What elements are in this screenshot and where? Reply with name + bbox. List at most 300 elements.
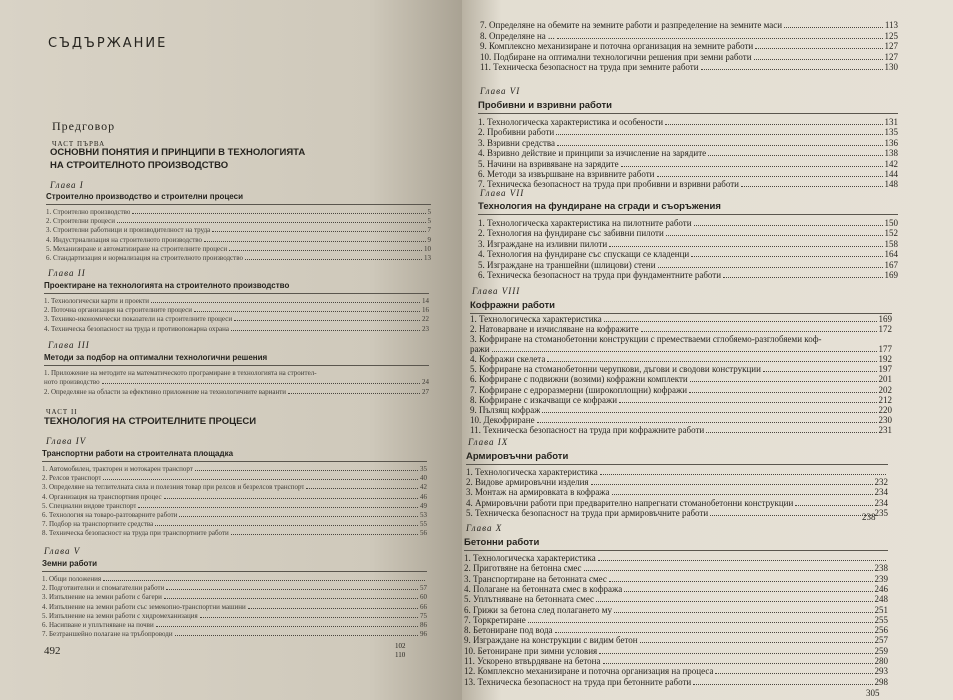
toc-entry: [478, 179, 898, 189]
extra-page-2: 110: [395, 651, 406, 659]
toc-entry-page: 136: [884, 137, 898, 148]
toc-entry-title: 8. Бетониране под вода: [464, 625, 553, 636]
toc-entry: [464, 677, 888, 687]
chapter3-rule: [44, 365, 429, 366]
toc-entry-title: 10. Подбиране на оптимални технологични решения при земни работи: [480, 51, 752, 62]
toc-entry-page: 256: [874, 625, 888, 636]
toc-entry-title: 13. Техническа безопасност на труда при бетонните работи: [464, 676, 692, 687]
toc-entry-leader: [621, 166, 883, 167]
toc-entry-page: 23: [422, 324, 429, 333]
toc-entry-page: 202: [878, 384, 892, 395]
toc-entry-leader: [603, 663, 873, 664]
chapter10-label: Глава X: [466, 523, 503, 533]
toc-entry: [44, 297, 429, 305]
chapter4-title: Транспортни работи на строителната площадка: [42, 449, 234, 458]
toc-entry-page: 152: [884, 228, 898, 239]
toc-entry-page: 230: [878, 415, 892, 426]
toc-entry-title: 9. Изграждане на конструкции с видим бетон: [464, 635, 638, 646]
toc-entry-leader: [665, 124, 882, 125]
toc-entry-title: 10. Декофриране: [470, 415, 535, 426]
toc-entry-leader: [306, 488, 418, 489]
toc-entry-page: 75: [420, 611, 427, 620]
toc-entry: [466, 508, 888, 518]
toc-entry-leader: [164, 598, 418, 599]
toc-entry-title: 3. Строителни работници и производителност на труда: [46, 226, 211, 235]
toc-entry-leader: [200, 617, 418, 618]
toc-entry-page: 158: [884, 238, 898, 249]
toc-entry-title: 4. Полагане на бетонната смес в кофража: [464, 583, 623, 594]
toc-entry-title: 5. Кофриране на стоманобетонни черупкови, дъгови и сводови конструкции: [470, 364, 761, 375]
toc-entry: [42, 520, 427, 528]
toc-entry-title: 4. Технология на фундиране със спускащи се кладенци: [478, 249, 690, 260]
toc-entry-page: 40: [420, 474, 427, 483]
toc-entry-title: 4. Взривно действие и принципи за изчисление на зарядите: [478, 148, 707, 159]
toc-entry: [478, 239, 898, 249]
toc-entry-leader: [690, 381, 877, 382]
toc-entry-leader: [528, 622, 873, 623]
toc-entry-page: 232: [874, 477, 888, 488]
left-page: [0, 0, 462, 700]
toc-entry: [478, 260, 898, 270]
toc-entry: [478, 148, 898, 158]
toc-entry: [464, 666, 888, 676]
toc-entry: [470, 415, 892, 425]
toc-entry: [42, 584, 427, 592]
toc-entry: [42, 474, 427, 482]
toc-entry-page: 220: [878, 405, 892, 415]
toc-entry-leader: [155, 525, 418, 526]
toc-entry-leader: [166, 589, 418, 590]
toc-entry-leader: [609, 581, 873, 582]
toc-entry-leader: [556, 134, 882, 135]
chapter2-title: Проектиране на технологията на строителното производство: [44, 281, 290, 290]
toc-entry-leader: [557, 145, 882, 146]
toc-entry-leader: [175, 635, 418, 636]
toc-entry: [42, 465, 427, 473]
toc-entry-title: 4. Армировъчни работи при предварително напрегнати стоманобетонни конструкции: [466, 497, 794, 508]
toc-entry-title: 6. Кофриране с подвижни (возими) кофражни комплекти: [470, 374, 688, 385]
toc-entry-leader: [599, 653, 872, 654]
toc-entry-page: 172: [878, 324, 892, 335]
toc-entry-page: 138: [884, 148, 898, 159]
toc-entry-title: 8. Техническа безопасност на труда при транспортните работи: [42, 529, 229, 538]
chapter3-item1-line1: 1. Приложение на методите на математическото програмиране в технологията на строител-: [44, 369, 317, 377]
toc-entry: [464, 594, 888, 604]
toc-entry-page: 239: [874, 573, 888, 584]
toc-entry: [42, 483, 427, 491]
toc-entry-title: 3. Изпълнение на земни работи с багери: [42, 593, 162, 602]
toc-entry-leader: [600, 474, 886, 475]
chapter4-label: Глава IV: [46, 436, 87, 446]
toc-entry-leader: [212, 231, 425, 232]
toc-entry: [46, 217, 431, 225]
toc-entry: [464, 553, 888, 563]
preface-label: Предговор: [52, 119, 116, 133]
toc-entry-title: 1. Технологическа характеристика: [464, 553, 596, 563]
toc-entry-leader: [234, 320, 420, 321]
toc-entry: [42, 630, 427, 638]
toc-entry-leader: [612, 494, 873, 495]
toc-entry-page: 298: [874, 676, 888, 687]
toc-entry-page: 9: [427, 235, 431, 244]
toc-entry-title: 3. Определяне на теглителната сила и полезния товар при релсов и безрелсов транспорт: [42, 483, 305, 492]
toc-entry-leader: [138, 507, 418, 508]
toc-entry-page: 127: [884, 51, 898, 62]
toc-entry-title: 4. Изпълнение на земни работи със земекопно-транспортни машини: [42, 602, 246, 611]
toc-entry: [44, 315, 429, 323]
toc-entry-leader: [640, 642, 873, 643]
toc-entry-title: 2. Подготвителни и спомагателни работи: [42, 584, 165, 593]
toc-entry-title: 6. Методи за извършване на взривните работи: [478, 169, 655, 179]
toc-entry-page: 125: [884, 30, 898, 41]
chapter7-title: Технология на фундиране на сгради и съоръжения: [478, 201, 721, 212]
toc-entry-page: 113: [884, 20, 898, 30]
chapter10-title: Бетонни работи: [464, 537, 540, 548]
toc-entry-leader: [555, 632, 873, 633]
toc-entry-page: 251: [874, 604, 888, 615]
toc-entry-leader: [604, 321, 877, 322]
chapter8-item3-line2: ражи 177: [470, 344, 892, 354]
toc-entry-leader: [103, 580, 425, 581]
toc-entry-page: 16: [422, 306, 429, 315]
toc-entry: [478, 159, 898, 169]
chapter2-label: Глава II: [48, 268, 86, 278]
toc-entry-page: 86: [420, 621, 427, 629]
toc-entry-leader: [694, 225, 883, 226]
toc-entry-title: 2. Технология на фундиране със забивни пилоти: [478, 228, 664, 239]
toc-entry-page: 5: [427, 208, 431, 216]
toc-entry: [464, 584, 888, 594]
toc-entry-leader: [103, 479, 418, 480]
toc-entry: [46, 236, 431, 244]
chapter1-title: Строително производство и строителни процеси: [46, 192, 243, 201]
extra-page-1: 102: [395, 642, 406, 650]
toc-entry-page: 169: [878, 314, 892, 324]
part1-title-line1: ОСНОВНИ ПОНЯТИЯ И ПРИНЦИПИ В ТЕХНОЛОГИЯТА: [50, 147, 306, 158]
toc-entry: [42, 502, 427, 510]
toc-entry-page: 142: [884, 158, 898, 169]
toc-entry-leader: [715, 673, 872, 674]
toc-entry-title: 1. Технологическа характеристика и особености: [478, 117, 664, 127]
toc-entry: [42, 511, 427, 519]
toc-entry: [464, 563, 888, 573]
toc-entry-title: 6. Насипване и уплътняване на почви: [42, 621, 154, 629]
toc-entry: [42, 603, 427, 611]
toc-entry-title: 11. Техническа безопасност на труда при кофражните работи: [470, 425, 705, 436]
toc-entry-leader: [763, 371, 877, 372]
toc-entry-title: 2. Строителни процеси: [46, 217, 115, 226]
toc-entry-leader: [231, 534, 418, 535]
toc-entry-leader: [117, 222, 426, 223]
toc-entry-title: 7. Торкретиране: [464, 614, 526, 625]
toc-entry-leader: [689, 392, 876, 393]
toc-entry-page: 238: [874, 563, 888, 574]
toc-entry-title: 5. Специални видове транспорт: [42, 501, 137, 510]
toc-entry-page: 246: [874, 583, 888, 594]
toc-entry-page: 55: [420, 520, 427, 529]
toc-entry-leader: [245, 259, 422, 260]
toc-entry-title: 9. Комплексно механизиране и поточна организация на земните работи: [480, 41, 754, 51]
toc-entry-leader: [710, 515, 872, 516]
chapter3-item2: 2. Определяне на области за ефективно приложение на технологичните варианти 27: [44, 388, 429, 396]
toc-entry-title: 6. Техническа безопасност на труда при фундаментните работи: [478, 270, 722, 280]
toc-entry: [470, 405, 892, 415]
toc-entry-leader: [229, 250, 422, 251]
toc-entry-leader: [542, 412, 876, 413]
toc-entry: [464, 574, 888, 584]
chapter9-label: Глава IX: [468, 437, 509, 447]
toc-entry-page: 60: [420, 593, 427, 602]
toc-entry: [470, 364, 892, 374]
toc-entry-page: 53: [420, 511, 427, 519]
toc-entry-title: 1. Технологически карти и проекти: [44, 297, 150, 305]
chapter3-label: Глава III: [48, 340, 90, 350]
toc-entry-leader: [609, 246, 882, 247]
toc-entry: [42, 575, 427, 583]
toc-entry-title: 2. Поточна организация на строителните процеси: [44, 306, 192, 315]
toc-entry-leader: [723, 277, 882, 278]
toc-entry-page: 22: [422, 315, 429, 324]
chapter7-rule: [478, 214, 898, 215]
toc-entry-title: 1. Технологическа характеристика: [466, 467, 598, 477]
toc-entry-title: 3. Транспортиране на бетонната смес: [464, 573, 607, 584]
toc-entry-leader: [706, 432, 876, 433]
chapter1-rule: [46, 204, 431, 205]
toc-entry-page: 10: [424, 244, 431, 253]
toc-entry-leader: [754, 59, 883, 60]
toc-entry-page: 49: [420, 501, 427, 510]
toc-entry-title: 4. Организация на транспортния процес: [42, 492, 162, 501]
toc-entry-page: 259: [874, 645, 888, 656]
toc-entry-leader: [596, 601, 872, 602]
toc-entry-title: 5. Механизиране и автоматизиране на строителните процеси: [46, 244, 228, 253]
toc-entry: [478, 117, 898, 127]
toc-entry-title: 11. Ускорено втвърдяване на бетона: [464, 656, 601, 666]
toc-entry: [46, 226, 431, 234]
chapter10-extra-page: 305: [866, 688, 880, 698]
chapter4-rule: [42, 461, 427, 462]
toc-entry-leader: [708, 155, 882, 156]
chapter9-extra-page: 238: [862, 512, 876, 522]
toc-entry: [46, 208, 431, 216]
toc-entry-page: 164: [884, 249, 898, 260]
toc-entry: [470, 314, 892, 324]
toc-entry-leader: [537, 422, 877, 423]
toc-entry-title: 3. Монтаж на армировката в кофража: [466, 487, 610, 498]
toc-entry-title: 6. Стандартизация и нормализация на строителното производство: [46, 254, 243, 262]
toc-entry-title: 5. Изграждане на траншейни (шлицови) стени: [478, 259, 656, 270]
toc-entry: [478, 270, 898, 280]
toc-entry-leader: [151, 302, 420, 303]
toc-entry-page: 212: [878, 394, 892, 405]
toc-entry: [466, 498, 888, 508]
toc-entry: [480, 20, 898, 30]
toc-entry-page: 192: [878, 354, 892, 364]
toc-entry-title: 12. Комплексно механизиране и поточна организация на процеса: [464, 666, 714, 677]
toc-entry: [464, 615, 888, 625]
toc-entry: [42, 621, 427, 629]
toc-entry-leader: [547, 361, 876, 362]
toc-entry: [46, 254, 431, 262]
toc-entry-page: 234: [874, 487, 888, 498]
toc-entry: [478, 228, 898, 238]
toc-entry-page: 57: [420, 584, 427, 593]
toc-entry-page: 148: [884, 179, 898, 190]
toc-entry-leader: [795, 505, 872, 506]
toc-entry-leader: [614, 612, 873, 613]
toc-entry-page: 66: [420, 602, 427, 611]
toc-entry: [470, 395, 892, 405]
toc-entry: [46, 245, 431, 253]
chapter8-item3-line1: 3. Кофриране на стоманобетонни конструкции с преместваеми сглобяемо-разглобяеми коф-: [470, 334, 822, 344]
toc-entry-title: 7. Подбор на транспортните средства: [42, 520, 154, 529]
chapter1-label: Глава I: [50, 180, 84, 190]
toc-entry-page: 96: [420, 630, 427, 639]
part1-label: ЧАСТ ПЪРВА: [52, 140, 106, 148]
toc-entry-page: 7: [427, 226, 431, 235]
toc-entry: [470, 354, 892, 364]
toc-entry-page: 46: [420, 492, 427, 501]
toc-entry-page: 130: [884, 62, 898, 72]
toc-entry-leader: [248, 608, 418, 609]
toc-entry-title: 5. Уплътняване на бетонната смес: [464, 594, 595, 605]
toc-entry-page: 201: [878, 374, 892, 385]
part2-label: ЧАСТ II: [46, 408, 78, 416]
toc-entry-page: 197: [878, 364, 892, 375]
toc-entry-leader: [156, 626, 418, 627]
toc-entry-title: 1. Технологическа характеристика на пилотните работи: [478, 218, 692, 228]
toc-entry-leader: [619, 402, 876, 403]
toc-entry-title: 4. Индустриализация на строителното производство: [46, 235, 203, 244]
chapter6-rule: [478, 113, 898, 114]
toc-entry-leader: [204, 241, 425, 242]
toc-entry-title: 2. Релсов транспорт: [42, 474, 102, 483]
chapter5-title: Земни работи: [42, 559, 98, 568]
toc-entry: [464, 635, 888, 645]
toc-entry-title: 6. Технология на товаро-разтоварните работи: [42, 511, 178, 519]
chapter2-rule: [44, 293, 429, 294]
chapter9-title: Армировъчни работи: [466, 451, 569, 462]
toc-entry-title: 1. Автомобилен, тракторен и мотокарен транспорт: [42, 465, 193, 473]
right-page: [462, 0, 953, 700]
toc-entry-page: 135: [884, 127, 898, 138]
toc-entry-leader: [231, 330, 420, 331]
toc-entry-leader: [755, 48, 882, 49]
toc-entry: [478, 218, 898, 228]
toc-entry-title: 2. Приготвяне на бетонна смес: [464, 563, 582, 574]
toc-entry-leader: [624, 591, 872, 592]
toc-entry-page: 56: [420, 529, 427, 538]
toc-entry: [44, 306, 429, 314]
toc-entry-page: 35: [420, 465, 427, 473]
toc-entry-title: 3. Технико-икономически показатели на строителните процеси: [44, 315, 233, 324]
toc-entry-page: 248: [874, 594, 888, 605]
toc-entry-leader: [641, 331, 877, 332]
toc-entry: [470, 385, 892, 395]
contents-title: СЪДЪРЖАНИЕ: [48, 36, 168, 51]
toc-entry-leader: [195, 470, 418, 471]
toc-entry: [480, 31, 898, 41]
chapter8-label: Глава VIII: [472, 286, 521, 296]
toc-entry: [466, 477, 888, 487]
chapter5-rule: [42, 571, 427, 572]
toc-entry-page: 144: [884, 169, 898, 179]
part1-title-line2: НА СТРОИТЕЛНОТО ПРОИЗВОДСТВО: [50, 160, 229, 171]
toc-entry: [478, 169, 898, 179]
toc-entry-leader: [194, 311, 420, 312]
toc-entry-title: 8. Кофриране с изкачващи се кофражи: [470, 394, 618, 405]
toc-entry-page: 5: [427, 217, 431, 226]
toc-entry-leader: [164, 498, 418, 499]
toc-entry-title: 5. Начини на взривяване на зарядите: [478, 158, 619, 169]
toc-entry-leader: [598, 560, 886, 561]
chapter3-item1-line2: ното производство 24: [44, 378, 429, 386]
chapter6-title: Пробивни и взривни работи: [478, 100, 612, 111]
chapter5-label: Глава V: [44, 546, 81, 556]
chapter6-label: Глава VI: [480, 86, 521, 96]
chapter7-label: Глава VII: [480, 188, 525, 198]
toc-entry: [470, 324, 892, 334]
toc-entry-title: 10. Бетониране при зимни условия: [464, 645, 598, 656]
toc-entry-title: 3. Взривни средства: [478, 137, 556, 148]
toc-entry-title: 6. Грижи за бетона след полагането му: [464, 604, 612, 615]
toc-entry-title: 1. Технологическа характеристика: [470, 314, 602, 324]
toc-entry-leader: [584, 570, 873, 571]
toc-entry-title: 2. Видове армировъчни изделия: [466, 477, 589, 488]
toc-entry-leader: [658, 267, 883, 268]
chapter10-rule: [464, 550, 888, 551]
toc-entry-title: 4. Техническа безопасност на труда и противопожарна охрана: [44, 324, 230, 333]
toc-entry-title: 8. Определяне на ...: [480, 30, 555, 41]
toc-entry-page: 131: [884, 117, 898, 127]
toc-entry-leader: [691, 256, 882, 257]
toc-entry: [466, 487, 888, 497]
toc-entry-title: 7. Безтраншейно полагане на тръбопроводи: [42, 630, 173, 639]
toc-entry-leader: [179, 516, 418, 517]
toc-entry: [42, 612, 427, 620]
toc-entry-leader: [557, 38, 883, 39]
toc-entry: [464, 656, 888, 666]
toc-entry: [478, 138, 898, 148]
toc-entry-leader: [741, 186, 883, 187]
toc-entry-page: 127: [884, 41, 898, 51]
toc-entry: [42, 593, 427, 601]
toc-entry: [42, 493, 427, 501]
part2-title: ТЕХНОЛОГИЯ НА СТРОИТЕЛНИТЕ ПРОЦЕСИ: [44, 416, 257, 427]
chapter3-title: Методи за подбор на оптимални технологични решения: [44, 353, 268, 362]
toc-entry: [480, 52, 898, 62]
toc-entry-title: 4. Кофражи скелета: [470, 354, 546, 364]
page-number: 492: [44, 645, 61, 657]
toc-entry-leader: [591, 484, 873, 485]
toc-entry-page: 42: [420, 483, 427, 492]
toc-entry-title: 2. Натоварване и изчисляване на кофражите: [470, 324, 639, 335]
toc-entry-title: 3. Изграждане на изливни пилоти: [478, 238, 608, 249]
toc-entry-page: 280: [874, 656, 888, 666]
toc-entry-page: 257: [874, 635, 888, 646]
toc-entry-page: 231: [878, 425, 892, 436]
toc-entry-title: 1. Общи положения: [42, 575, 102, 583]
toc-entry: [470, 374, 892, 384]
toc-entry-leader: [657, 176, 883, 177]
toc-entry: [464, 605, 888, 615]
toc-entry-title: 11. Техническа безопасност на труда при земните работи: [480, 62, 699, 72]
toc-entry-title: 5. Техническа безопасност на труда при армировъчните работи: [466, 507, 709, 518]
toc-entry: [480, 62, 898, 72]
toc-entry: [466, 467, 888, 477]
toc-entry: [464, 625, 888, 635]
chapter9-rule: [466, 464, 888, 465]
